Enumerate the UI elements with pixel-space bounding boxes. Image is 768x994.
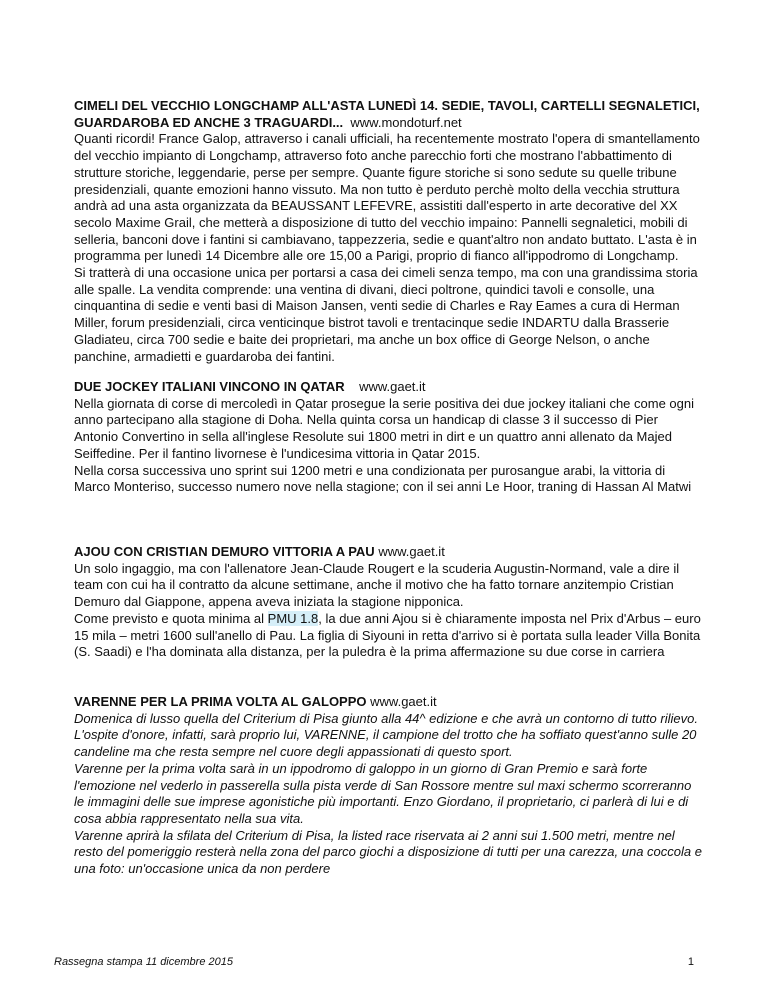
- article-headline: VARENNE PER LA PRIMA VOLTA AL GALOPPO: [74, 694, 367, 709]
- article-jockey-qatar: [74, 379, 704, 496]
- article-varenne: [74, 694, 704, 878]
- article-body: [74, 711, 704, 878]
- page-number: 1: [687, 956, 694, 968]
- article-longchamp-auction: [74, 98, 704, 365]
- article-source: www.gaet.it: [359, 379, 426, 394]
- article-paragraph: Un solo ingaggio, ma con l'allenatore Jean-Claude Rougert e la scuderia Augustin-Normand, vale a dire il team con cui ha il contratto da alcune settimane, anche il motivo che ha fatto tornare anzitempio Cristian Demuro dal Giappone, appena aveva iniziata la stagione nipponica.: [74, 560, 680, 610]
- paragraph-text: , la due anni Ajou si è chiaramente imposta nel Prix d'Arbus – euro 15 mila – metri 1600 sull'anello di Pau. La figlia di Siyouni in retta d'arrivo si è portata sulla leader Villa Bonita (S. Saadi) e l'ha dominata alla distanza, per la puledra è la prima affermazione su due corse in carriera: [74, 610, 701, 660]
- article-paragraph: Nella giornata di corse di mercoledì in Qatar prosegue la serie positiva dei due jockey italiani che come ogni anno partecipano alla stagione di Doha. Nella quinta corsa un handicap di classe 3 il successo di Pier Antonio Convertino in sella all'inglese Resolute sui 1800 metri in dirt e un quattro anni allenato da Majed Seiffedine. Per il fantino livornese è l'undicesima vittoria in Qatar 2015.: [74, 395, 695, 461]
- article-paragraph: Nella corsa successiva uno sprint sui 1200 metri e una condizionata per purosangue arabi, la vittoria di Marco Monteriso, successo numero nove nella stagione; con il sei anni Le Hoor, traning di Hassan Al Matwi: [74, 462, 692, 495]
- article-paragraph: [74, 611, 704, 661]
- footer-caption: Rassegna stampa 11 dicembre 2015: [54, 956, 233, 968]
- article-headline-line: [74, 544, 704, 561]
- article-source: www.mondoturf.net: [350, 114, 462, 130]
- article-source: www.gaet.it: [370, 694, 437, 709]
- article-ajou-pau: [74, 544, 704, 661]
- article-source: www.gaet.it: [378, 544, 445, 559]
- article-headline-line: [74, 694, 704, 711]
- article-headline: DUE JOCKEY ITALIANI VINCONO IN QATAR: [74, 379, 345, 394]
- article-headline: AJOU CON CRISTIAN DEMURO VITTORIA A PAU: [74, 544, 375, 559]
- article-paragraph: Varenne aprirà la sfilata del Criterium di Pisa, la listed race riservata ai 2 anni sui 1.500 metri, mentre nel resto del pomeriggio resterà nella zona del parco giochi a disposizione di tutti per una carezza, una coccola e una foto: un'occasione unica da non perdere: [74, 827, 702, 877]
- article-paragraph: Quanti ricordi! France Galop, attraverso i canali ufficiali, ha recentemente mostrato l'opera di smantellamento del vecchio impianto di Longchamp, attraverso foto anche parecchio forti che mostrano l'abbattimento di strutture storiche, leggendarie, perse per sempre. Quante figure storiche si sono sedute su quelle tribune presidenziali, quante emozioni hanno vissuto. Ma non tutto è perduto perchè molto della vecchia struttura andrà ad una asta organizzata da BEAUSSANT LEFEVRE, assistiti dall'esperto in arte decorative del XX secolo Maxime Grail, che metterà a disposizione di tutto del vecchio impaino: Pannelli segnaletici, mobili di selleria, banconi dove i fantini si cambiavano, tappezzeria, sedie e quant'altro non andato buttato. L'asta è in programma per lunedì 14 Dicembre alle ore 15,00 a Parigi, proprio di fianco all'ippodromo di Longchamp.: [74, 131, 700, 264]
- highlighted-text: PMU 1.8: [267, 610, 319, 626]
- article-paragraph: Varenne per la prima volta sarà in un ippodromo di galoppo in un giorno di Gran Premio e sarà forte l'emozione nel vederlo in passerella sulla pista verde di San Rossore mentre sul maxi schermo scorreranno le immagini delle sue imprese agonistiche più importanti. Enzo Giordano, il proprietario, ci parlerà di lui e di cosa abbia rappresentato nella sua vita.: [74, 760, 692, 826]
- article-headline: CIMELI DEL VECCHIO LONGCHAMP ALL'ASTA LUNEDÌ 14. SEDIE, TAVOLI, CARTELLI SEGNALETICI, GUARDAROBA ED ANCHE 3 TRAGUARDI...: [74, 98, 700, 130]
- paragraph-text: Come previsto e quota minima al: [74, 610, 268, 626]
- article-paragraph: Si tratterà di una occasione unica per portarsi a casa dei cimeli senza tempo, ma con una grandissima storia alle spalle. La vendita comprende: una ventina di divani, dieci poltrone, quindici tavoli e consolle, una cinquantina di sedie e venti basi di Maison Jansen, venti sedie di Charles e Ray Eames a cura di Herman Miller, forum presidenziali, circa venticinque bistrot tavoli e trentacinque sedie INDARTU dalla Brasserie Gladiateu, circa 700 sedie e baite dei proprietari, ma anche un box office di George Nelson, o anche panchine, armadietti e guardaroba dei fantini.: [74, 265, 698, 364]
- article-paragraph: Domenica di lusso quella del Criterium di Pisa giunto alla 44^ edizione e che avrà un contorno di tutto rilievo. L'ospite d'onore, infatti, sarà proprio lui, VARENNE, il campione del trotto che ha soffiato quest'anno sulle 20 candeline ma che resta sempre nel cuore degli appassionati di questo sport.: [74, 710, 698, 760]
- article-headline-line: [74, 379, 704, 396]
- article-headline-line: [74, 98, 704, 131]
